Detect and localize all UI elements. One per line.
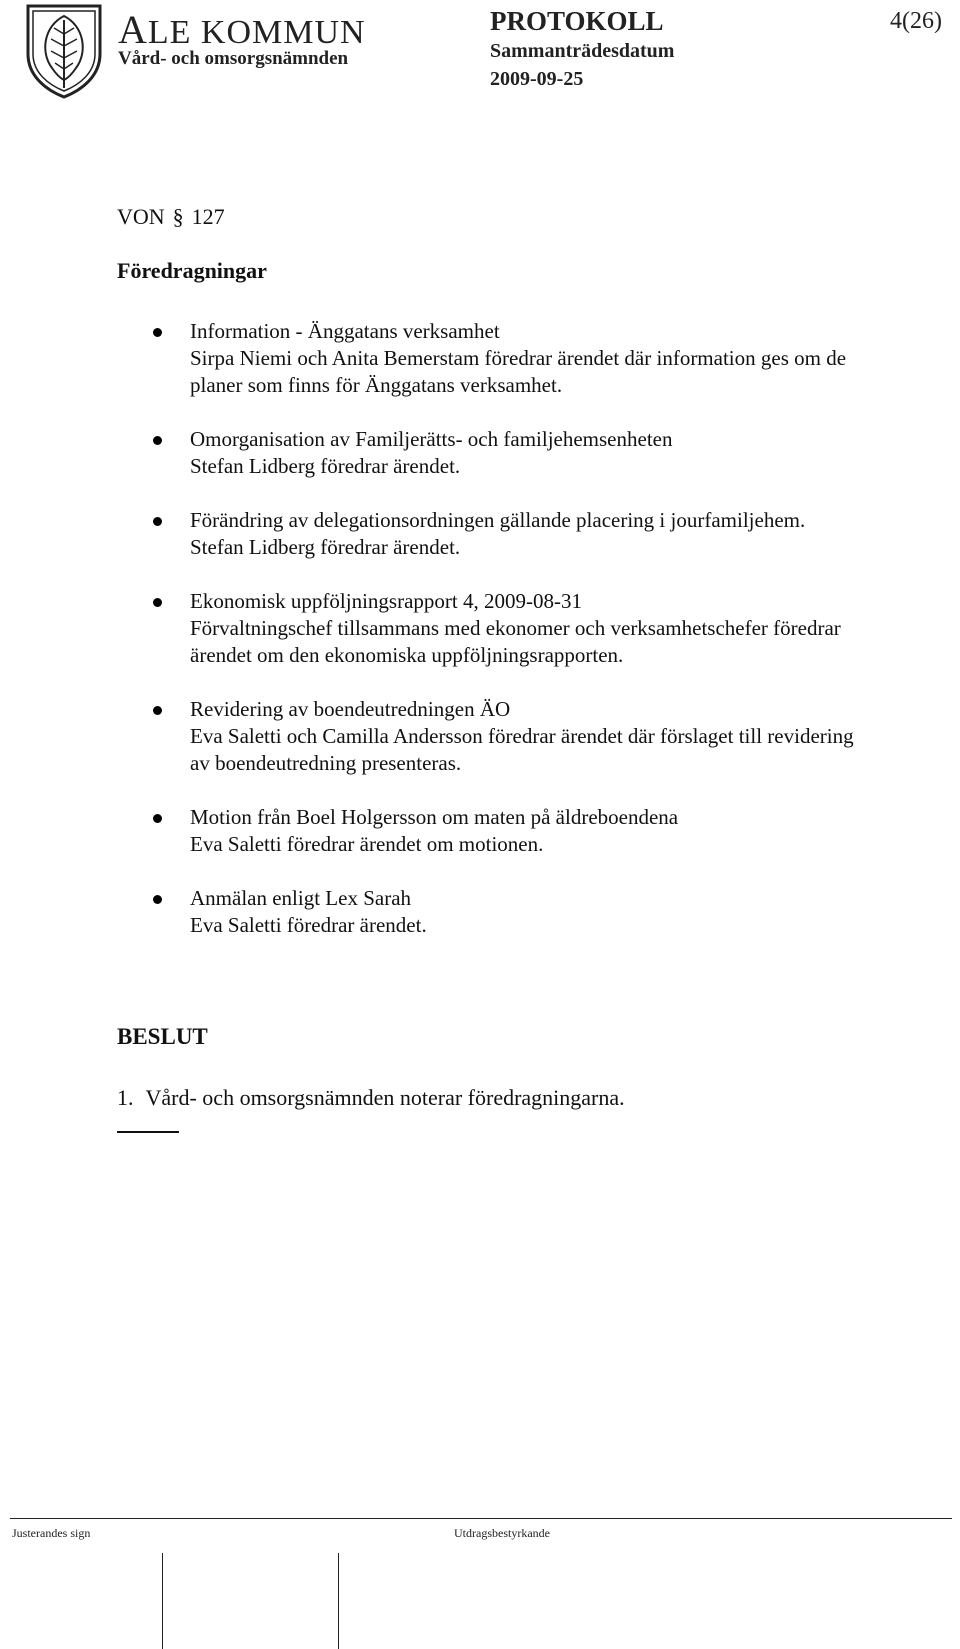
section-heading: Föredragningar <box>117 258 267 283</box>
bullet-icon <box>153 895 162 904</box>
item-title: Anmälan enligt Lex Sarah <box>190 886 412 910</box>
page-number: 4(26) <box>890 8 942 34</box>
item-text: Eva Saletti och Camilla Andersson föredrar ärendet där förslaget till revidering <box>190 724 854 748</box>
item-text: planer som finns för Änggatans verksamhet. <box>190 373 563 397</box>
decision-item <box>117 1085 625 1111</box>
organization-name <box>118 6 366 53</box>
signature-box-divider <box>162 1553 163 1649</box>
signature-box-divider <box>338 1553 339 1649</box>
organization-name-rest: LE KOMMUN <box>147 14 366 51</box>
list-item <box>117 426 937 480</box>
bullet-icon <box>153 814 162 823</box>
section-reference <box>117 204 225 230</box>
bullet-icon <box>153 598 162 607</box>
list-item <box>117 318 937 399</box>
item-title: Förändring av delegationsordningen gällande placering i jourfamiljehem. <box>190 508 806 532</box>
decision-heading: BESLUT <box>117 1024 208 1049</box>
organization-name-initial: A <box>118 7 148 52</box>
document-title: PROTOKOLL <box>490 6 664 36</box>
list-item <box>117 507 937 561</box>
signature-label: Justerandes sign <box>12 1526 91 1540</box>
item-title: Motion från Boel Holgersson om maten på äldreboendena <box>190 805 679 829</box>
extract-certification-label: Utdragsbestyrkande <box>454 1526 550 1540</box>
footer-divider <box>10 1518 952 1519</box>
item-title: Information - Änggatans verksamhet <box>190 319 500 343</box>
item-title: Revidering av boendeutredningen ÄO <box>190 697 511 721</box>
section-prefix: VON <box>117 204 165 229</box>
item-text: av boendeutredning presenteras. <box>190 751 462 775</box>
item-title: Ekonomisk uppföljningsrapport 4, 2009-08-31 <box>190 589 582 613</box>
list-item <box>117 696 937 777</box>
meeting-date: 2009-09-25 <box>490 68 584 90</box>
item-title: Omorganisation av Familjerätts- och familjehemsenheten <box>190 427 673 451</box>
list-item <box>117 588 937 669</box>
decision-text: Vård- och omsorgsnämnden noterar föredragningarna. <box>145 1085 625 1110</box>
bullet-icon <box>153 706 162 715</box>
committee-name: Vård- och omsorgsnämnden <box>118 48 349 69</box>
list-item <box>117 885 937 939</box>
section-number: 127 <box>191 204 225 229</box>
decision-number: 1. <box>117 1085 134 1110</box>
bullet-icon <box>153 517 162 526</box>
item-text: ärendet om den ekonomiska uppföljningsrapporten. <box>190 643 624 667</box>
meeting-date-label: Sammanträdesdatum <box>490 40 675 62</box>
section-symbol: § <box>172 204 184 229</box>
list-item <box>117 804 937 858</box>
bullet-icon <box>153 436 162 445</box>
presentation-list <box>117 318 937 939</box>
item-text: Stefan Lidberg föredrar ärendet. <box>190 535 461 559</box>
item-text: Eva Saletti föredrar ärendet om motionen. <box>190 832 544 856</box>
item-text: Stefan Lidberg föredrar ärendet. <box>190 454 461 478</box>
bullet-icon <box>153 328 162 337</box>
item-text: Eva Saletti föredrar ärendet. <box>190 913 427 937</box>
item-text: Sirpa Niemi och Anita Bemerstam föredrar ärendet där information ges om de <box>190 346 847 370</box>
end-divider <box>117 1131 179 1133</box>
item-text: Förvaltningschef tillsammans med ekonomer och verksamhetschefer föredrar <box>190 616 841 640</box>
ale-kommun-logo <box>22 2 106 100</box>
